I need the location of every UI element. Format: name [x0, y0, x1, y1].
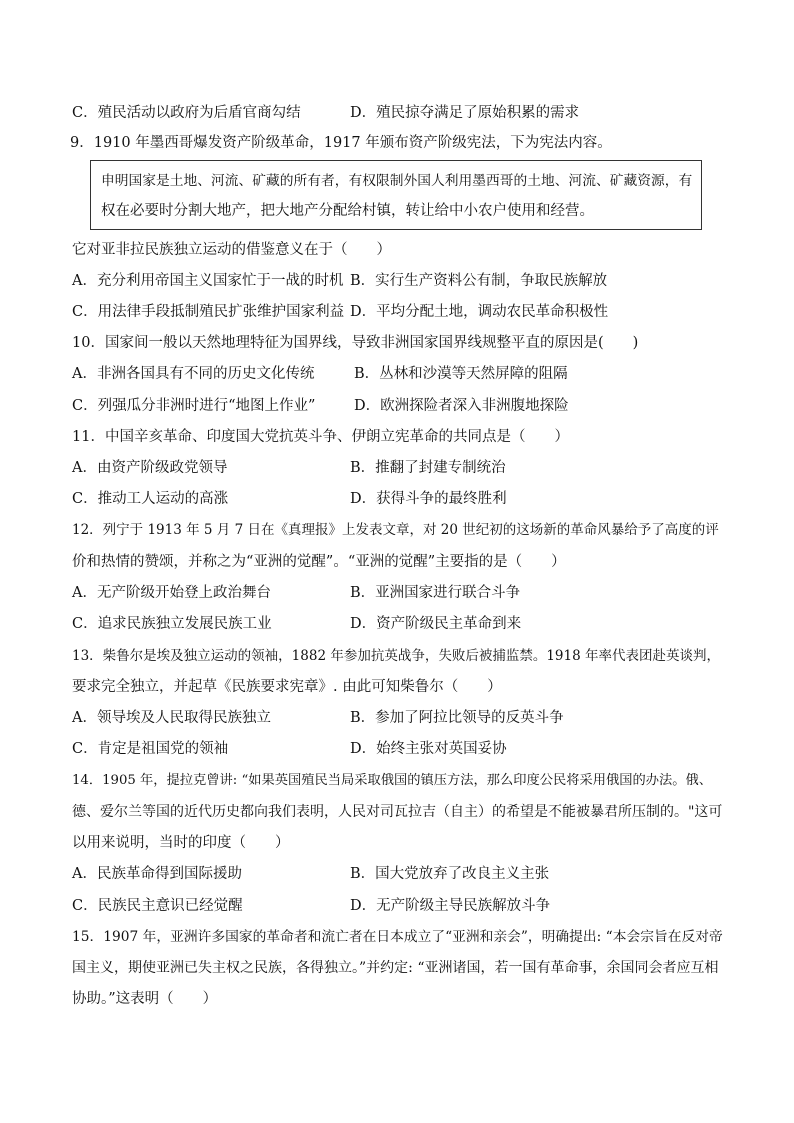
- q11-option-c[interactable]: C．推动工人运动的高涨: [72, 491, 229, 507]
- q12-stem-line-2: 价和热情的赞颂，并称之为“亚洲的觉醒”。“亚洲的觉醒”主要指的是（ ）: [72, 554, 566, 570]
- q12-stem-line-1: 12．列宁于 1913 年 5 月 7 日在《真理报》上发表文章，对 20 世纪初的这场新的革命风暴给予了高度的评: [72, 522, 719, 538]
- q13-stem-line-2: 要求完全独立，并起草《民族要求宪章》. 由此可知柴鲁尔（ ）: [72, 679, 502, 695]
- q8-option-c[interactable]: C．殖民活动以政府为后盾官商勾结: [72, 105, 301, 121]
- q13-option-b[interactable]: B．参加了阿拉比领导的反英斗争: [350, 710, 564, 726]
- q15-stem-line-2: 国主义，期使亚洲已失主权之民族，各得独立。”并约定: “亚洲诸国，若一国有革命事，余国同会者应互相: [72, 960, 719, 976]
- q14-stem-line-1: 14．1905 年，提拉克曾讲: “如果英国殖民当局采取俄国的镇压方法，那么印度公民将采用俄国的办法。俄、: [72, 773, 712, 788]
- q12-option-b[interactable]: B．亚洲国家进行联合斗争: [350, 585, 521, 601]
- q9-question: 它对亚非拉民族独立运动的借鉴意义在于（ ）: [72, 242, 391, 258]
- q13-option-a[interactable]: A．领导埃及人民取得民族独立: [72, 710, 271, 726]
- q9-stem: 9．1910 年墨西哥爆发资产阶级革命，1917 年颁布资产阶级宪法，下为宪法内容。: [70, 135, 612, 151]
- q10-option-b[interactable]: B．丛林和沙漠等天然屏障的阻隔: [354, 366, 568, 382]
- q11-option-b[interactable]: B．推翻了封建专制统治: [350, 460, 506, 476]
- q8-option-d[interactable]: D．殖民掠夺满足了原始积累的需求: [350, 105, 580, 121]
- q13-stem-line-1: 13．柴鲁尔是埃及独立运动的领袖，1882 年参加抗英战争，失败后被捕监禁。1918 年率代表团赴英谈判，: [72, 648, 720, 664]
- q9-option-d[interactable]: D．平均分配土地，调动农民革命积极性: [350, 304, 609, 320]
- q11-option-d[interactable]: D．获得斗争的最终胜利: [350, 491, 507, 507]
- q9-option-a[interactable]: A．充分利用帝国主义国家忙于一战的时机: [72, 273, 344, 289]
- q14-option-b[interactable]: B．国大党放弃了改良主义主张: [350, 866, 550, 882]
- q11-stem: 11．中国辛亥革命、印度国大党抗英斗争、伊朗立宪革命的共同点是（ ）: [72, 429, 569, 445]
- q12-option-d[interactable]: D．资产阶级民主革命到来: [350, 616, 522, 632]
- q10-stem: 10．国家间一般以天然地理特征为国界线，导致非洲国家国界线规整平直的原因是( ): [72, 335, 639, 351]
- q13-option-d[interactable]: D．始终主张对英国妥协: [350, 741, 507, 757]
- q9-quote-line-1: 申明国家是土地、河流、矿藏的所有者，有权限制外国人利用墨西哥的土地、河流、矿藏资源，有: [101, 173, 693, 189]
- q14-stem-line-2: 德、爱尔兰等国的近代历史都向我们表明，人民对司瓦拉吉（自主）的希望是不能被暴君所压制的。"这可: [72, 804, 723, 820]
- q15-stem-line-3: 协助。”这表明（ ）: [72, 991, 218, 1007]
- q14-stem-line-3: 以用来说明，当时的印度（ ）: [72, 835, 290, 851]
- q12-option-a[interactable]: A．无产阶级开始登上政治舞台: [72, 585, 271, 601]
- q13-option-c[interactable]: C．肯定是祖国党的领袖: [72, 741, 229, 757]
- q12-option-c[interactable]: C．追求民族独立发展民族工业: [72, 616, 272, 632]
- q9-quote-line-2: 权在必要时分割大地产，把大地产分配给村镇，转让给中小农户使用和经营。: [101, 203, 594, 219]
- q10-option-c[interactable]: C．列强瓜分非洲时进行“地图上作业”: [72, 398, 316, 414]
- q9-option-b[interactable]: B．实行生产资料公有制，争取民族解放: [350, 273, 608, 289]
- q15-stem-line-1: 15．1907 年，亚洲许多国家的革命者和流亡者在日本成立了“亚洲和亲会”，明确提出: “本会宗旨在反对帝: [72, 929, 723, 945]
- q11-option-a[interactable]: A．由资产阶级政党领导: [72, 460, 228, 476]
- q14-option-a[interactable]: A．民族革命得到国际援助: [72, 866, 242, 882]
- q10-option-d[interactable]: D．欧洲探险者深入非洲腹地探险: [354, 398, 569, 414]
- q9-quote-box: [90, 160, 702, 230]
- q10-option-a[interactable]: A．非洲各国具有不同的历史文化传统: [72, 366, 315, 382]
- q9-option-c[interactable]: C．用法律手段抵制殖民扩张维护国家利益: [72, 304, 345, 320]
- q14-option-d[interactable]: D．无产阶级主导民族解放斗争: [350, 898, 551, 914]
- q14-option-c[interactable]: C．民族民主意识已经觉醒: [72, 898, 243, 914]
